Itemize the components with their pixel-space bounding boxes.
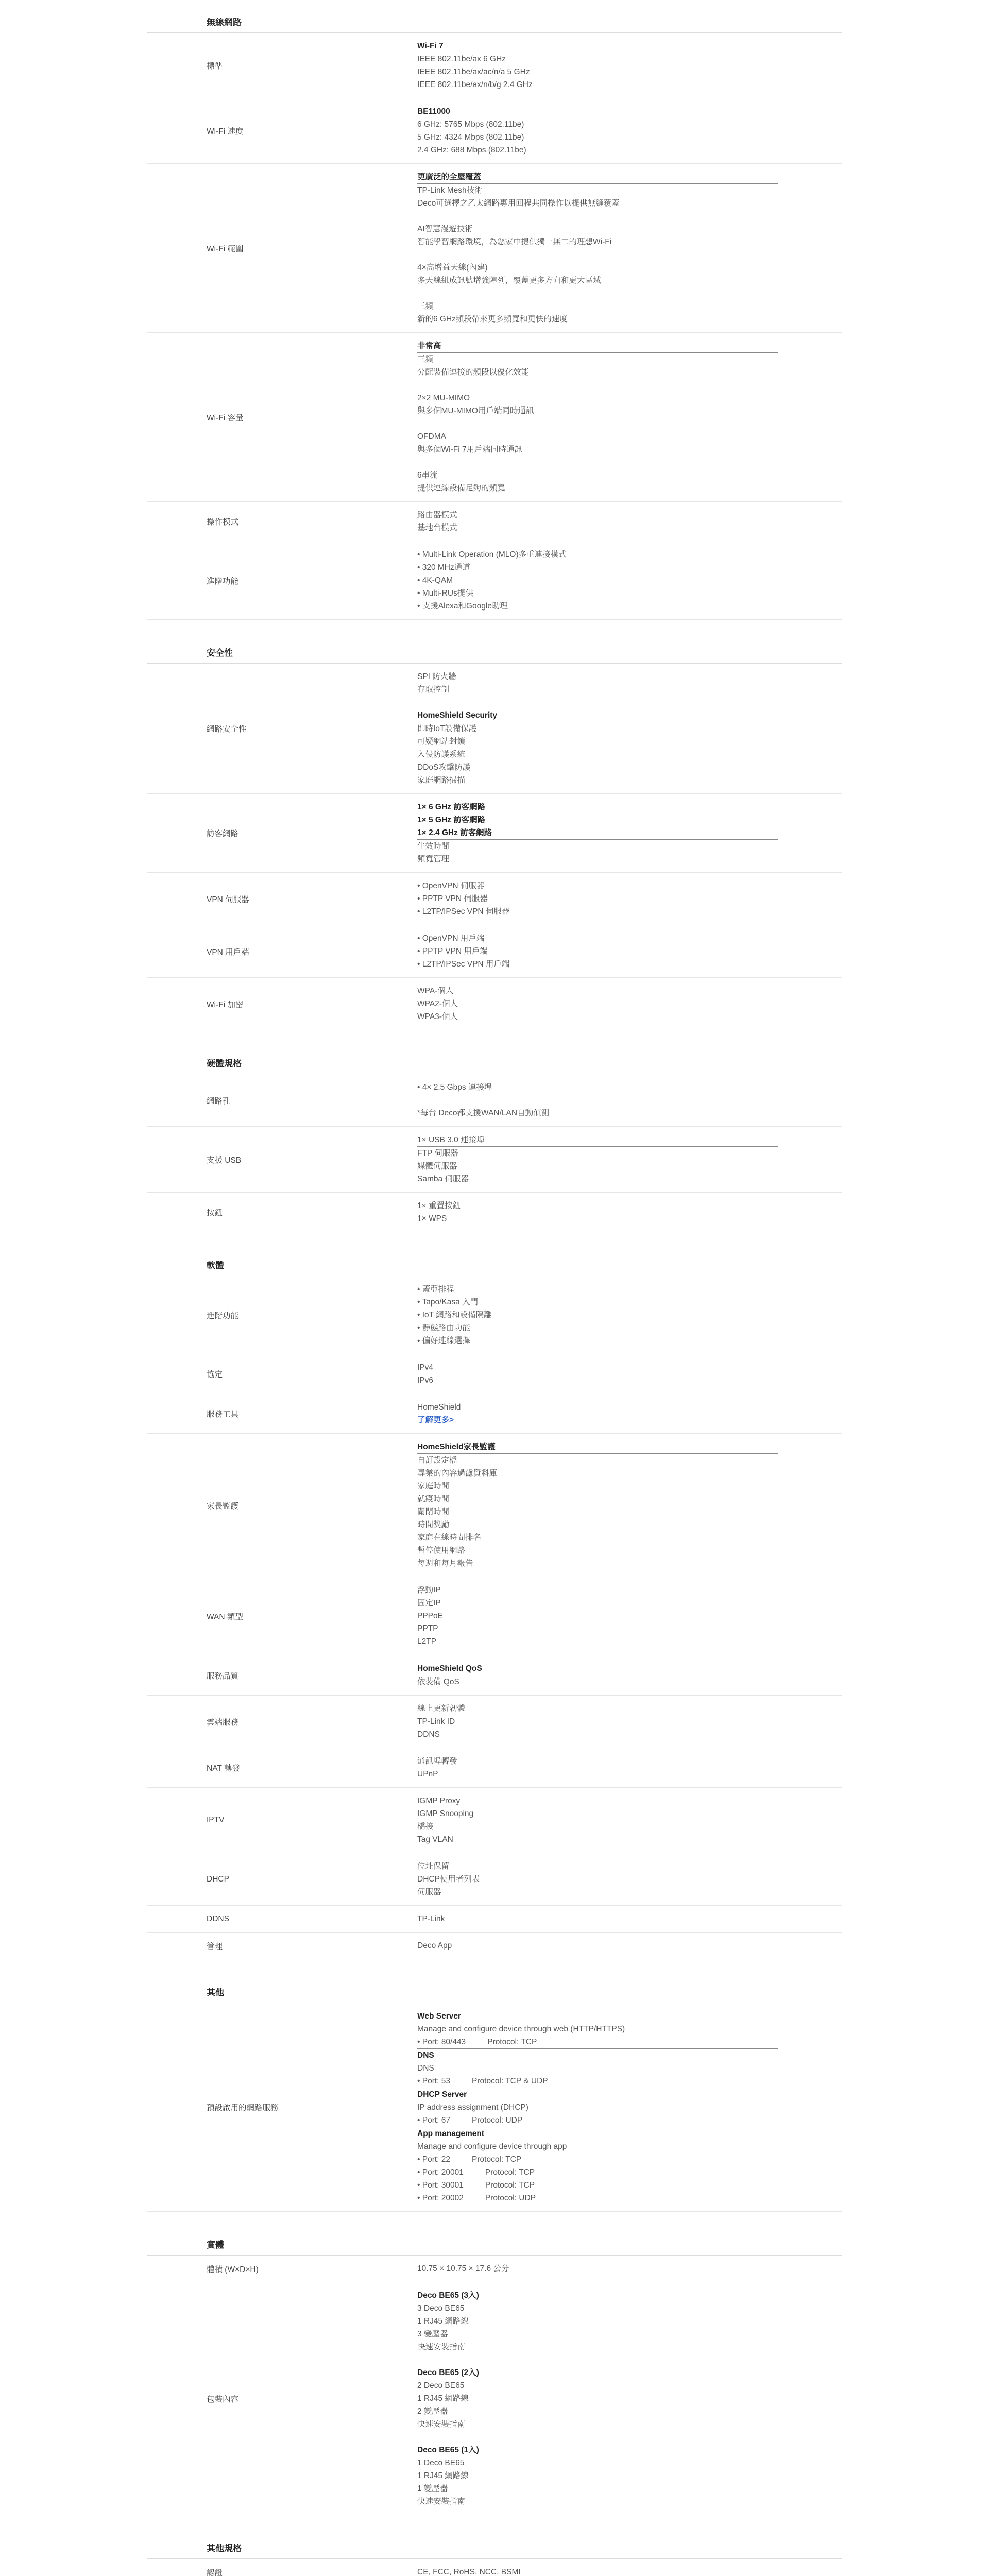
- spec-line: 暫停使用網路: [417, 1546, 466, 1555]
- spec-line: 6 GHz: 5765 Mbps (802.11be): [417, 120, 524, 129]
- spec-line: • PPTP VPN 伺服器: [417, 894, 488, 903]
- spec-row: [147, 1276, 842, 1354]
- spacer: [417, 456, 842, 469]
- spec-line: • Multi-RUs提供: [417, 589, 473, 598]
- protocol-value: Protocol: TCP & UDP: [472, 2077, 548, 2086]
- spec-line: • OpenVPN 伺服器: [417, 882, 485, 890]
- spec-value: [417, 1193, 842, 1232]
- spec-label: 服務品質: [207, 1671, 239, 1681]
- spec-line: 與多個MU-MIMO用戶端同時通訊: [417, 406, 534, 415]
- spec-line: IGMP Snooping: [417, 1809, 474, 1818]
- spec-row: [147, 1906, 842, 1933]
- spec-line: UPnP: [417, 1770, 438, 1778]
- spec-value: [417, 1074, 842, 1126]
- spacer: [417, 696, 842, 709]
- spec-line: 1× WPS: [417, 1214, 447, 1223]
- spec-line: Wi-Fi 7: [417, 42, 444, 50]
- section-title: 其他規格: [147, 2538, 842, 2559]
- spec-line: Manage and configure device through web (HTTP/HTTPS): [417, 2025, 625, 2033]
- spec-line: TP-Link: [417, 1914, 445, 1923]
- spec-line: Deco BE65 (3入): [417, 2291, 479, 2300]
- spec-row: [147, 333, 842, 502]
- spec-row: [147, 1696, 842, 1748]
- spec-value: [417, 1906, 842, 1932]
- section-title: 安全性: [147, 643, 842, 664]
- spec-label: Wi-Fi 加密: [207, 1000, 244, 1009]
- spec-line: [417, 2153, 842, 2166]
- spec-value: [417, 873, 842, 925]
- spec-line: • 蓋亞排程: [417, 1285, 454, 1294]
- spec-line: 三頻: [417, 302, 434, 311]
- spec-line: L2TP: [417, 1637, 437, 1646]
- spec-section-6: [147, 2538, 842, 2576]
- spec-line: Deco BE65 (1入): [417, 2446, 479, 2454]
- section-title: 無線網路: [147, 12, 842, 33]
- spec-line: HomeShield Security: [417, 709, 778, 722]
- spec-row: [147, 1193, 842, 1232]
- spec-line: Web Server: [417, 2012, 462, 2021]
- spec-line: • 320 MHz通道: [417, 563, 470, 572]
- spacer: [417, 248, 842, 261]
- protocol-value: Protocol: TCP: [487, 2038, 537, 2046]
- spec-line: Tag VLAN: [417, 1835, 453, 1844]
- spec-row: [147, 664, 842, 794]
- spec-value: [417, 2003, 842, 2211]
- spec-line: • OpenVPN 用戶端: [417, 934, 485, 943]
- spec-line: • 靜態路由功能: [417, 1324, 470, 1332]
- spec-line: Deco App: [417, 1941, 452, 1950]
- spec-line: 多天線組成訊號增強陣列，覆蓋更多方向和更大區域: [417, 276, 601, 285]
- spec-value: [417, 333, 842, 501]
- spec-value: [417, 1577, 842, 1655]
- spacer: [417, 379, 842, 392]
- spec-line: 入侵防護系統: [417, 750, 466, 759]
- spec-line: IPv6: [417, 1376, 434, 1385]
- spec-value: [417, 1434, 842, 1577]
- section-title: 軟體: [147, 1256, 842, 1276]
- spec-row: [147, 1354, 842, 1394]
- spec-line: AI智慧漫遊技術: [417, 225, 473, 233]
- spec-row: [147, 978, 842, 1030]
- spec-row: [147, 1127, 842, 1193]
- spec-line: DHCP Server: [417, 2090, 467, 2099]
- protocol-value: Protocol: UDP: [485, 2194, 536, 2202]
- spec-value: [417, 502, 842, 541]
- spec-row: [147, 1394, 842, 1434]
- spec-value: [417, 2256, 842, 2282]
- spacer: [417, 2353, 842, 2366]
- spec-line: Manage and configure device through app: [417, 2142, 567, 2151]
- spec-line: 橋接: [417, 1822, 434, 1831]
- spec-value: [417, 1394, 842, 1433]
- spec-line: DNS: [417, 2051, 434, 2060]
- spec-section-3: [147, 1256, 842, 1959]
- spec-label: VPN 伺服器: [207, 895, 249, 904]
- spec-line: • 4K-QAM: [417, 576, 453, 585]
- spec-line: 2×2 MU-MIMO: [417, 394, 470, 402]
- spec-line: 路由器模式: [417, 511, 457, 519]
- spec-row: [147, 2256, 842, 2282]
- spec-value: [417, 664, 842, 793]
- spec-value: [417, 1655, 842, 1695]
- spec-line: 1 Deco BE65: [417, 2459, 465, 2467]
- spec-row: [147, 1853, 842, 1906]
- spec-line: 2.4 GHz: 688 Mbps (802.11be): [417, 146, 526, 155]
- spec-line: • Multi-Link Operation (MLO)多重連接模式: [417, 550, 567, 559]
- spec-row: [147, 2282, 842, 2515]
- spec-row: [147, 1074, 842, 1127]
- spec-line: 通訊埠轉發: [417, 1757, 457, 1766]
- spec-value: [417, 1933, 842, 1959]
- spec-line: HomeShield: [417, 1403, 461, 1412]
- spec-line: 1× 5 GHz 訪客網路: [417, 816, 486, 824]
- spec-line: 伺服器: [417, 1888, 441, 1896]
- spec-line: 3 變壓器: [417, 2330, 448, 2338]
- spec-line: 浮動IP: [417, 1586, 441, 1595]
- spec-row: [147, 1577, 842, 1655]
- spec-row: [147, 98, 842, 164]
- spec-line: 快速安裝指南: [417, 2497, 466, 2506]
- spec-label: 支援 USB: [207, 1156, 242, 1165]
- spec-value: [417, 1696, 842, 1748]
- spec-value: [417, 1853, 842, 1905]
- spec-line: 即時IoT設備保護: [417, 724, 477, 733]
- protocol-value: Protocol: TCP: [472, 2155, 522, 2164]
- spec-line: 家庭網路掃描: [417, 776, 466, 785]
- spec-line: • PPTP VPN 用戶端: [417, 947, 488, 956]
- protocol-value: Protocol: TCP: [485, 2168, 535, 2177]
- section-title: 硬體規格: [147, 1054, 842, 1074]
- spec-value: [417, 1276, 842, 1354]
- spec-line: 存取控制: [417, 685, 450, 694]
- spec-label: 訪客網路: [207, 829, 239, 838]
- spec-label: DHCP: [207, 1874, 229, 1884]
- spec-value: [417, 978, 842, 1030]
- spec-line: 提供連線設備足夠的頻寬: [417, 484, 505, 493]
- spec-line: WPA-個人: [417, 987, 454, 995]
- spec-line: IEEE 802.11be/ax/ac/n/a 5 GHz: [417, 67, 530, 76]
- spec-value: [417, 1748, 842, 1787]
- spec-label: Wi-Fi 容量: [207, 413, 244, 422]
- spec-line: IEEE 802.11be/ax 6 GHz: [417, 55, 506, 63]
- spec-line: 1× 2.4 GHz 訪客網路: [417, 826, 778, 840]
- spec-value: [417, 98, 842, 163]
- spec-label: IPTV: [207, 1816, 225, 1824]
- spec-value: [417, 164, 842, 332]
- spacer: [417, 287, 842, 300]
- port-value: • Port: 80/443: [417, 2038, 466, 2046]
- spec-line: [417, 2075, 778, 2088]
- spec-value: [417, 2559, 842, 2576]
- spec-label: VPN 用戶端: [207, 947, 249, 957]
- spec-line: 6串流: [417, 471, 438, 480]
- spec-label: WAN 類型: [207, 1612, 243, 1621]
- spec-line: BE11000: [417, 107, 450, 116]
- spec-line: 1 RJ45 網路線: [417, 2471, 469, 2480]
- spec-line: 2 變壓器: [417, 2407, 448, 2416]
- spec-line: 固定IP: [417, 1599, 441, 1607]
- spec-label: 網路孔: [207, 1096, 231, 1106]
- spec-label: 服務工具: [207, 1410, 239, 1419]
- spec-label: 管理: [207, 1942, 223, 1951]
- spec-value: [417, 925, 842, 977]
- spec-line: 生效時間: [417, 842, 450, 851]
- spec-section-0: [147, 12, 842, 620]
- spec-label: 認證: [207, 2568, 223, 2576]
- spec-section-4: [147, 1982, 842, 2212]
- spec-line: IP address assignment (DHCP): [417, 2103, 528, 2112]
- spec-line: 專業的內容過濾資料庫: [417, 1469, 498, 1478]
- spec-line: IGMP Proxy: [417, 1797, 461, 1805]
- spec-line: • Tapo/Kasa 入門: [417, 1298, 479, 1307]
- spec-row: [147, 1933, 842, 1959]
- spec-line: 智能學習網路環境，為您家中提供獨一無二的理想Wi-Fi: [417, 238, 612, 246]
- port-value: • Port: 67: [417, 2116, 451, 2125]
- spec-label: 標準: [207, 62, 223, 71]
- spec-label: NAT 轉發: [207, 1764, 240, 1773]
- spec-label: 協定: [207, 1370, 223, 1379]
- spec-row: [147, 925, 842, 978]
- spec-line: SPI 防火牆: [417, 672, 456, 681]
- spec-line: HomeShield QoS: [417, 1662, 778, 1675]
- port-value: • Port: 30001: [417, 2181, 464, 2190]
- spec-table: [147, 12, 842, 2576]
- spec-line: 1 RJ45 網路線: [417, 2394, 469, 2403]
- spec-label: DDNS: [207, 1914, 229, 1923]
- spec-line: Deco BE65 (2入): [417, 2368, 479, 2377]
- spec-line: [417, 2036, 778, 2049]
- spec-line: Samba 伺服器: [417, 1175, 469, 1183]
- spec-line: 每週和每月報告: [417, 1559, 473, 1568]
- spec-line: 家庭時間: [417, 1482, 450, 1490]
- spec-line: 三頻: [417, 355, 434, 364]
- spec-value: [417, 541, 842, 619]
- spec-label: 網路安全性: [207, 725, 247, 734]
- spec-value: [417, 1788, 842, 1853]
- spec-line: 4×高增益天線(內建): [417, 263, 488, 272]
- spec-line: • 4× 2.5 Gbps 連接埠: [417, 1083, 492, 1092]
- spec-label: 包裝內容: [207, 2395, 239, 2404]
- spec-label: Wi-Fi 速度: [207, 127, 244, 136]
- spec-line: 線上更新韌體: [417, 1704, 466, 1713]
- spec-line: 10.75 × 10.75 × 17.6 公分: [417, 2264, 509, 2273]
- spec-row: [147, 502, 842, 541]
- spec-line: 家庭在線時間排名: [417, 1533, 482, 1542]
- spec-line: FTP 伺服器: [417, 1149, 458, 1158]
- section-title: 其他: [147, 1982, 842, 2003]
- spec-line: • L2TP/IPSec VPN 伺服器: [417, 907, 510, 916]
- spec-value: [417, 33, 842, 98]
- spec-row: [147, 2559, 842, 2576]
- spec-line: 新的6 GHz頻段帶來更多頻寬和更快的速度: [417, 315, 568, 324]
- spec-line: 2 Deco BE65: [417, 2381, 465, 2390]
- protocol-value: Protocol: TCP: [485, 2181, 535, 2190]
- spec-label: 體積 (W×D×H): [207, 2265, 259, 2274]
- port-value: • Port: 20002: [417, 2194, 464, 2202]
- spacer: [417, 210, 842, 223]
- spec-value: [417, 2282, 842, 2515]
- spec-row: [147, 873, 842, 925]
- spec-line: TP-Link ID: [417, 1717, 455, 1726]
- learn-more-link[interactable]: 了解更多>: [417, 1416, 454, 1425]
- spacer: [417, 417, 842, 430]
- spec-line: OFDMA: [417, 432, 446, 441]
- spec-line: 依裝備 QoS: [417, 1677, 459, 1686]
- spec-row: [147, 1788, 842, 1853]
- spec-line: WPA3-個人: [417, 1012, 458, 1021]
- spec-line: DNS: [417, 2064, 434, 2073]
- spec-line: App management: [417, 2129, 485, 2138]
- spec-row: [147, 794, 842, 873]
- spec-line: CE, FCC, RoHS, NCC, BSMI: [417, 2568, 521, 2576]
- spec-line: • 支援Alexa和Google助理: [417, 602, 508, 611]
- spec-line: IEEE 802.11be/ax/n/b/g 2.4 GHz: [417, 80, 533, 89]
- spacer: [417, 2431, 842, 2444]
- spec-line: 3 Deco BE65: [417, 2304, 465, 2313]
- spec-line: • L2TP/IPSec VPN 用戶端: [417, 960, 510, 969]
- port-value: • Port: 53: [417, 2077, 451, 2086]
- spec-line: 快速安裝指南: [417, 2343, 466, 2351]
- spec-label: 家長監護: [207, 1501, 239, 1511]
- spec-line: DHCP使用者列表: [417, 1875, 480, 1884]
- spec-label: 雲端服務: [207, 1718, 239, 1727]
- spec-line: 自訂設定檔: [417, 1456, 457, 1465]
- spec-section-5: [147, 2235, 842, 2515]
- spacer: [417, 1094, 842, 1107]
- spec-row: [147, 541, 842, 620]
- spec-line: 1× 重置按鈕: [417, 1201, 461, 1210]
- spec-section-2: [147, 1054, 842, 1232]
- spec-line: 快速安裝指南: [417, 2420, 466, 2429]
- spec-line: 基地台模式: [417, 523, 457, 532]
- spec-line: 分配裝備連接的頻段以優化效能: [417, 368, 530, 377]
- spec-label: 進階功能: [207, 577, 239, 586]
- spec-line: 5 GHz: 4324 Mbps (802.11be): [417, 133, 524, 142]
- spec-line: 可疑網站封鎖: [417, 737, 466, 746]
- spec-line: 媒體伺服器: [417, 1162, 457, 1171]
- spec-label: 操作模式: [207, 518, 239, 527]
- spec-line: [417, 2179, 842, 2192]
- spec-label: Wi-Fi 範圍: [207, 244, 244, 253]
- spec-line: [417, 2114, 778, 2127]
- spec-line: 更廣泛的全屋覆蓋: [417, 171, 778, 184]
- spec-line: 1× 6 GHz 訪客網路: [417, 803, 486, 811]
- spec-value: [417, 1127, 842, 1192]
- spec-line: 1 RJ45 網路線: [417, 2317, 469, 2326]
- protocol-value: Protocol: UDP: [472, 2116, 523, 2125]
- spec-line: 位址保留: [417, 1862, 450, 1871]
- spec-line: 就寢時間: [417, 1495, 450, 1503]
- spec-label: 按鈕: [207, 1209, 223, 1217]
- spec-row: [147, 33, 842, 98]
- spec-row: [147, 1434, 842, 1577]
- spec-line: • IoT 網路和設備隔離: [417, 1311, 492, 1319]
- spec-line: 1× USB 3.0 連接埠: [417, 1133, 778, 1147]
- spec-value: [417, 1354, 842, 1394]
- spec-line: Deco可選擇之乙太網路專用回程共同操作以提供無縫覆蓋: [417, 199, 620, 208]
- spec-line: WPA2-個人: [417, 999, 458, 1008]
- port-value: • Port: 22: [417, 2155, 451, 2164]
- port-value: • Port: 20001: [417, 2168, 464, 2177]
- spec-line: *每台 Deco都支援WAN/LAN自動偵測: [417, 1109, 550, 1117]
- spec-row: [147, 2003, 842, 2212]
- spec-line: [417, 2166, 842, 2179]
- spec-line: 時間獎勵: [417, 1520, 450, 1529]
- spec-line: 頻寬管理: [417, 855, 450, 863]
- spec-line: TP-Link Mesh技術: [417, 186, 483, 195]
- spec-label: 預設啟用的網路服務: [207, 2104, 279, 2112]
- spec-row: [147, 164, 842, 333]
- spec-line: HomeShield家長監護: [417, 1440, 778, 1454]
- spec-line: PPPoE: [417, 1612, 443, 1620]
- spec-line: 1 變壓器: [417, 2484, 448, 2493]
- spec-line: 關閉時間: [417, 1507, 450, 1516]
- spec-row: [147, 1655, 842, 1696]
- spec-line: 與多個Wi-Fi 7用戶端同時通訊: [417, 445, 523, 454]
- spec-label: 進階功能: [207, 1311, 239, 1320]
- spec-line: 非常高: [417, 340, 778, 353]
- section-title: 實體: [147, 2235, 842, 2256]
- spec-line: DDoS攻擊防護: [417, 763, 471, 772]
- spec-line: PPTP: [417, 1624, 438, 1633]
- spec-line: DDNS: [417, 1730, 440, 1739]
- spec-section-1: [147, 643, 842, 1030]
- spec-line: IPv4: [417, 1363, 434, 1372]
- spec-value: [417, 794, 842, 872]
- spec-row: [147, 1748, 842, 1788]
- spec-line: • 偏好連線選擇: [417, 1336, 470, 1345]
- spec-line: [417, 2192, 842, 2205]
